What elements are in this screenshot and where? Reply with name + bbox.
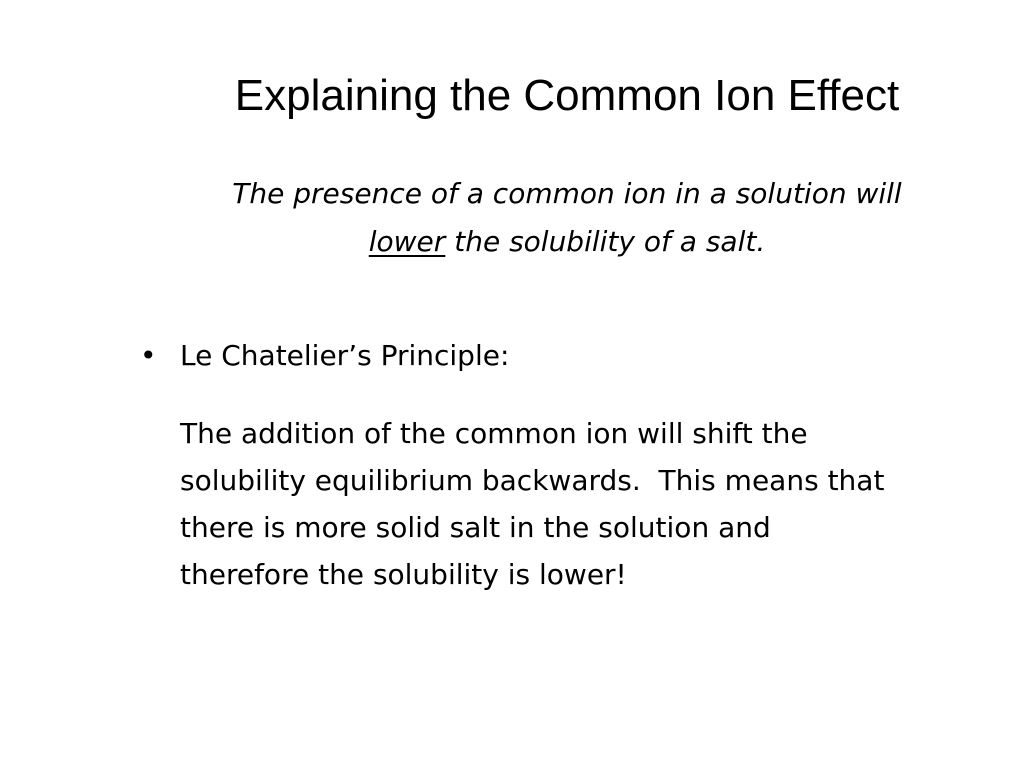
subtitle-emphasis-lower: lower	[368, 225, 446, 258]
explanation-paragraph	[180, 410, 1000, 598]
explanation-line-4: therefore the solubility is lower!	[180, 558, 627, 591]
explanation-line-1: The addition of the common ion will shift the	[180, 417, 808, 450]
bullet-label: Le Chatelier’s Principle:	[180, 339, 510, 372]
slide-title: Explaining the Common Ion Effect	[234, 71, 900, 120]
explanation-line-2: solubility equilibrium backwards. This means that	[180, 464, 885, 497]
bullet-item	[140, 332, 1000, 380]
explanation-line-3: there is more solid salt in the solution and	[180, 511, 771, 544]
slide-subtitle	[150, 170, 984, 266]
subtitle-line-2-rest: the solubility of a salt.	[445, 225, 766, 258]
bullet-icon: •	[140, 339, 157, 372]
subtitle-line-2	[150, 218, 984, 266]
subtitle-line-1: The presence of a common ion in a solution will	[232, 177, 902, 210]
